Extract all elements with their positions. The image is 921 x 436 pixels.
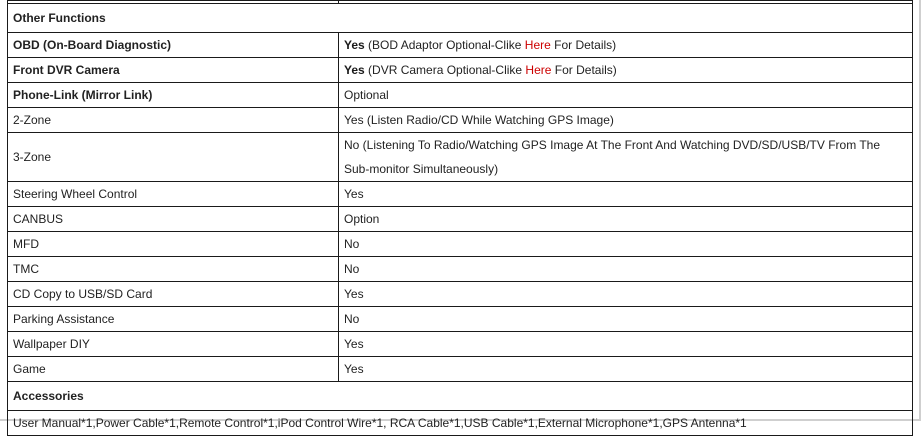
table-row [8, 133, 913, 182]
section-header-accessories [8, 382, 913, 411]
row-value [339, 33, 913, 58]
section-title: Accessories [8, 382, 913, 411]
value-text: For Details) [551, 63, 617, 77]
table-row [8, 58, 913, 83]
row-label: CD Copy to USB/SD Card [8, 282, 339, 307]
table-row [8, 357, 913, 382]
row-label: 2-Zone [8, 108, 339, 133]
spec-table [7, 0, 913, 436]
value-text: (DVR Camera Optional-Clike [364, 63, 526, 77]
row-value: No [339, 232, 913, 257]
table-row [8, 108, 913, 133]
row-label: Front DVR Camera [8, 58, 339, 83]
row-label: Parking Assistance [8, 307, 339, 332]
table-row [8, 207, 913, 232]
row-value: No (Listening To Radio/Watching GPS Image At The Front And Watching DVD/SD/USB/TV From The Sub-monitor Simultaneously) [339, 133, 913, 182]
row-value: Option [339, 207, 913, 232]
section-title: Other Functions [8, 4, 913, 33]
table-row [8, 257, 913, 282]
row-label: OBD (On-Board Diagnostic) [8, 33, 339, 58]
value-text: (BOD Adaptor Optional-Clike [364, 38, 525, 52]
row-value: Yes [339, 182, 913, 207]
table-row [8, 83, 913, 108]
row-value [339, 58, 913, 83]
table-row [8, 182, 913, 207]
row-label: Game [8, 357, 339, 382]
row-label: MFD [8, 232, 339, 257]
row-value: Yes [339, 282, 913, 307]
row-value: Yes (Listen Radio/CD While Watching GPS Image) [339, 108, 913, 133]
value-bold: Yes [344, 38, 365, 52]
table-row [8, 33, 913, 58]
row-label: TMC [8, 257, 339, 282]
row-label: CANBUS [8, 207, 339, 232]
row-label: Wallpaper DIY [8, 332, 339, 357]
row-label: Phone-Link (Mirror Link) [8, 83, 339, 108]
row-value: Optional [339, 83, 913, 108]
row-value: Yes [339, 332, 913, 357]
here-link[interactable]: Here [524, 38, 551, 52]
here-link[interactable]: Here [525, 63, 552, 77]
table-row [8, 307, 913, 332]
row-value: No [339, 257, 913, 282]
row-value: No [339, 307, 913, 332]
table-row [8, 332, 913, 357]
accessories-row [8, 411, 913, 436]
accessories-list: User Manual*1,Power Cable*1,Remote Control*1,iPod Control Wire*1, RCA Cable*1,USB Cable*1,External Microphone*1,GPS Antenna*1 [8, 411, 913, 436]
row-label: Steering Wheel Control [8, 182, 339, 207]
value-bold: Yes [344, 63, 365, 77]
row-label: 3-Zone [8, 133, 339, 182]
table-row [8, 232, 913, 257]
value-text: For Details) [550, 38, 617, 52]
row-value: Yes [339, 357, 913, 382]
section-header-other-functions [8, 4, 913, 33]
table-row [8, 282, 913, 307]
